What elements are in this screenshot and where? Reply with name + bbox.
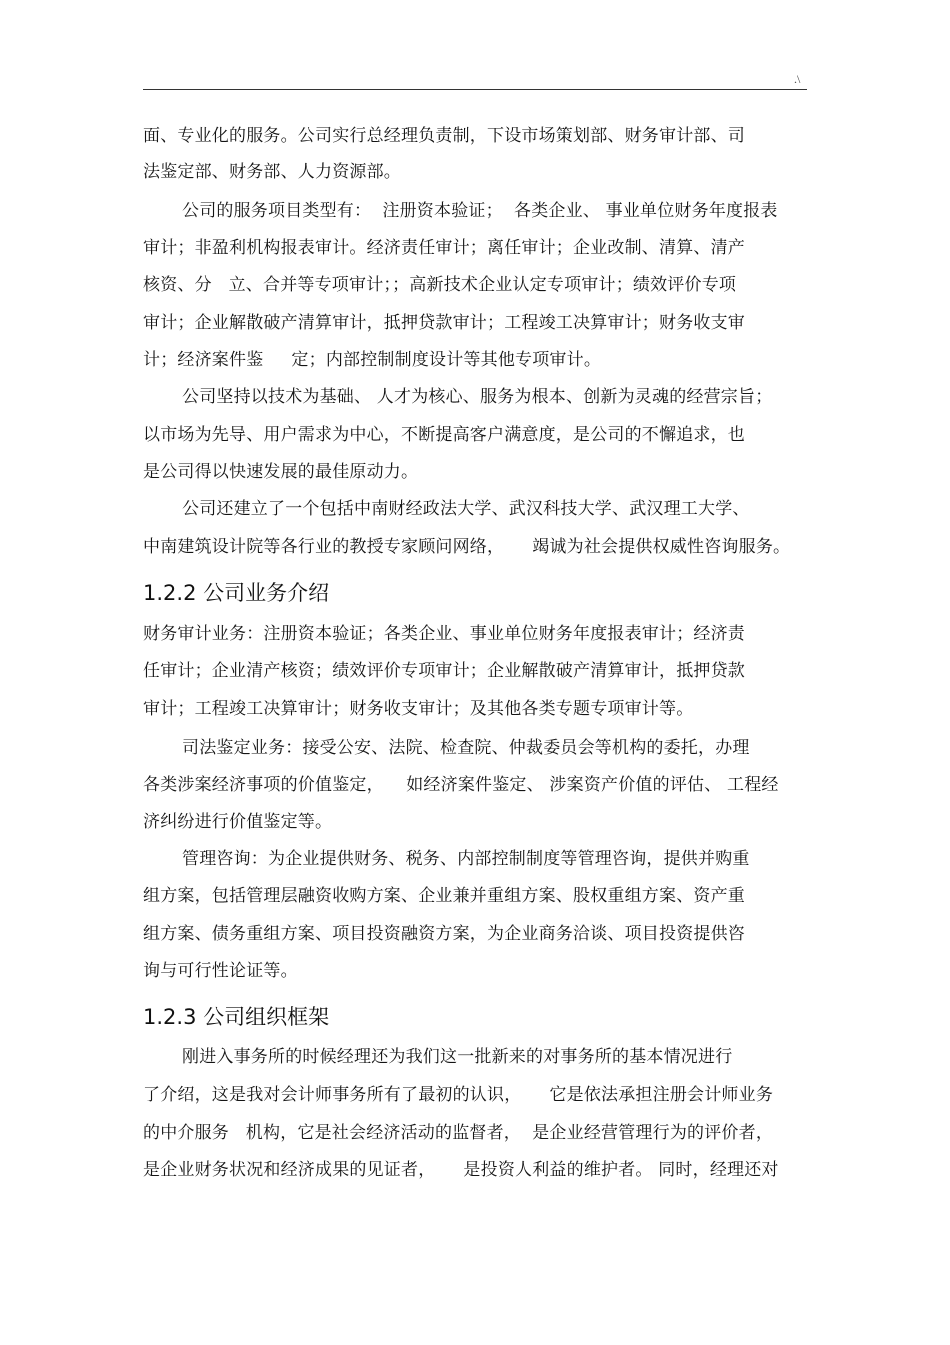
paragraph-line: 了介绍，这是我对会计师事务所有了最初的认识， 它是依法承担注册会计师业务 bbox=[143, 1085, 774, 1105]
paragraph-line: 济纠纷进行价值鉴定等。 bbox=[143, 812, 333, 832]
section-heading: 1.2.3 公司组织框架 bbox=[143, 1005, 330, 1029]
paragraph-line: 公司的服务项目类型有： 注册资本验证； 各类企业、 事业单位财务年度报表 bbox=[182, 201, 778, 221]
paragraph-line: 计；经济案件鉴 定；内部控制制度设计等其他专项审计。 bbox=[143, 350, 602, 370]
paragraph-line: 询与可行性论证等。 bbox=[143, 961, 298, 981]
paragraph-line: 中南建筑设计院等各行业的教授专家顾问网络， 竭诚为社会提供权威性咨询服务。 bbox=[143, 537, 791, 557]
paragraph-line: 各类涉案经济事项的价值鉴定， 如经济案件鉴定、 涉案资产价值的评估、 工程经 bbox=[143, 775, 779, 795]
paragraph-line: 管理咨询：为企业提供财务、税务、内部控制制度等管理咨询，提供并购重 bbox=[182, 849, 750, 869]
paragraph-line: 核资、分 立、合并等专项审计；；高新技术企业认定专项审计；绩效评价专项 bbox=[143, 275, 737, 295]
paragraph-line: 法鉴定部、财务部、人力资源部。 bbox=[143, 162, 401, 182]
section-heading: 1.2.2 公司业务介绍 bbox=[143, 581, 330, 605]
paragraph-line: 组方案、债务重组方案、项目投资融资方案，为企业商务洽谈、项目投资提供咨 bbox=[143, 924, 745, 944]
header-mark: .\ bbox=[794, 72, 801, 86]
paragraph-line: 面、专业化的服务。公司实行总经理负责制，下设市场策划部、财务审计部、司 bbox=[143, 126, 745, 146]
paragraph-line: 审计；企业解散破产清算审计，抵押贷款审计；工程竣工决算审计；财务收支审 bbox=[143, 313, 745, 333]
paragraph-line: 公司坚持以技术为基础、 人才为核心、服务为根本、创新为灵魂的经营宗旨； bbox=[182, 387, 773, 407]
paragraph-line: 以市场为先导、用户需求为中心，不断提高客户满意度，是公司的不懈追求，也 bbox=[143, 425, 745, 445]
paragraph-line: 是公司得以快速发展的最佳原动力。 bbox=[143, 462, 419, 482]
paragraph-line: 的中介服务 机构，它是社会经济活动的监督者， 是企业经营管理行为的评价者， bbox=[143, 1123, 774, 1143]
paragraph-line: 司法鉴定业务：接受公安、法院、检查院、仲裁委员会等机构的委托，办理 bbox=[182, 738, 750, 758]
paragraph-line: 财务审计业务：注册资本验证；各类企业、事业单位财务年度报表审计；经济责 bbox=[143, 624, 745, 644]
paragraph-line: 审计；非盈利机构报表审计。经济责任审计；离任审计；企业改制、清算、清产 bbox=[143, 238, 745, 258]
paragraph-line: 是企业财务状况和经济成果的见证者， 是投资人利益的维护者。 同时，经理还对 bbox=[143, 1160, 779, 1180]
paragraph-line: 审计；工程竣工决算审计；财务收支审计；及其他各类专题专项审计等。 bbox=[143, 699, 694, 719]
paragraph-line: 刚进入事务所的时候经理还为我们这一批新来的对事务所的基本情况进行 bbox=[182, 1047, 733, 1067]
paragraph-line: 组方案，包括管理层融资收购方案、企业兼并重组方案、股权重组方案、资产重 bbox=[143, 886, 745, 906]
header-rule bbox=[143, 89, 807, 90]
paragraph-line: 任审计；企业清产核资；绩效评价专项审计；企业解散破产清算审计，抵押贷款 bbox=[143, 661, 745, 681]
paragraph-line: 公司还建立了一个包括中南财经政法大学、武汉科技大学、武汉理工大学、 bbox=[182, 499, 750, 519]
